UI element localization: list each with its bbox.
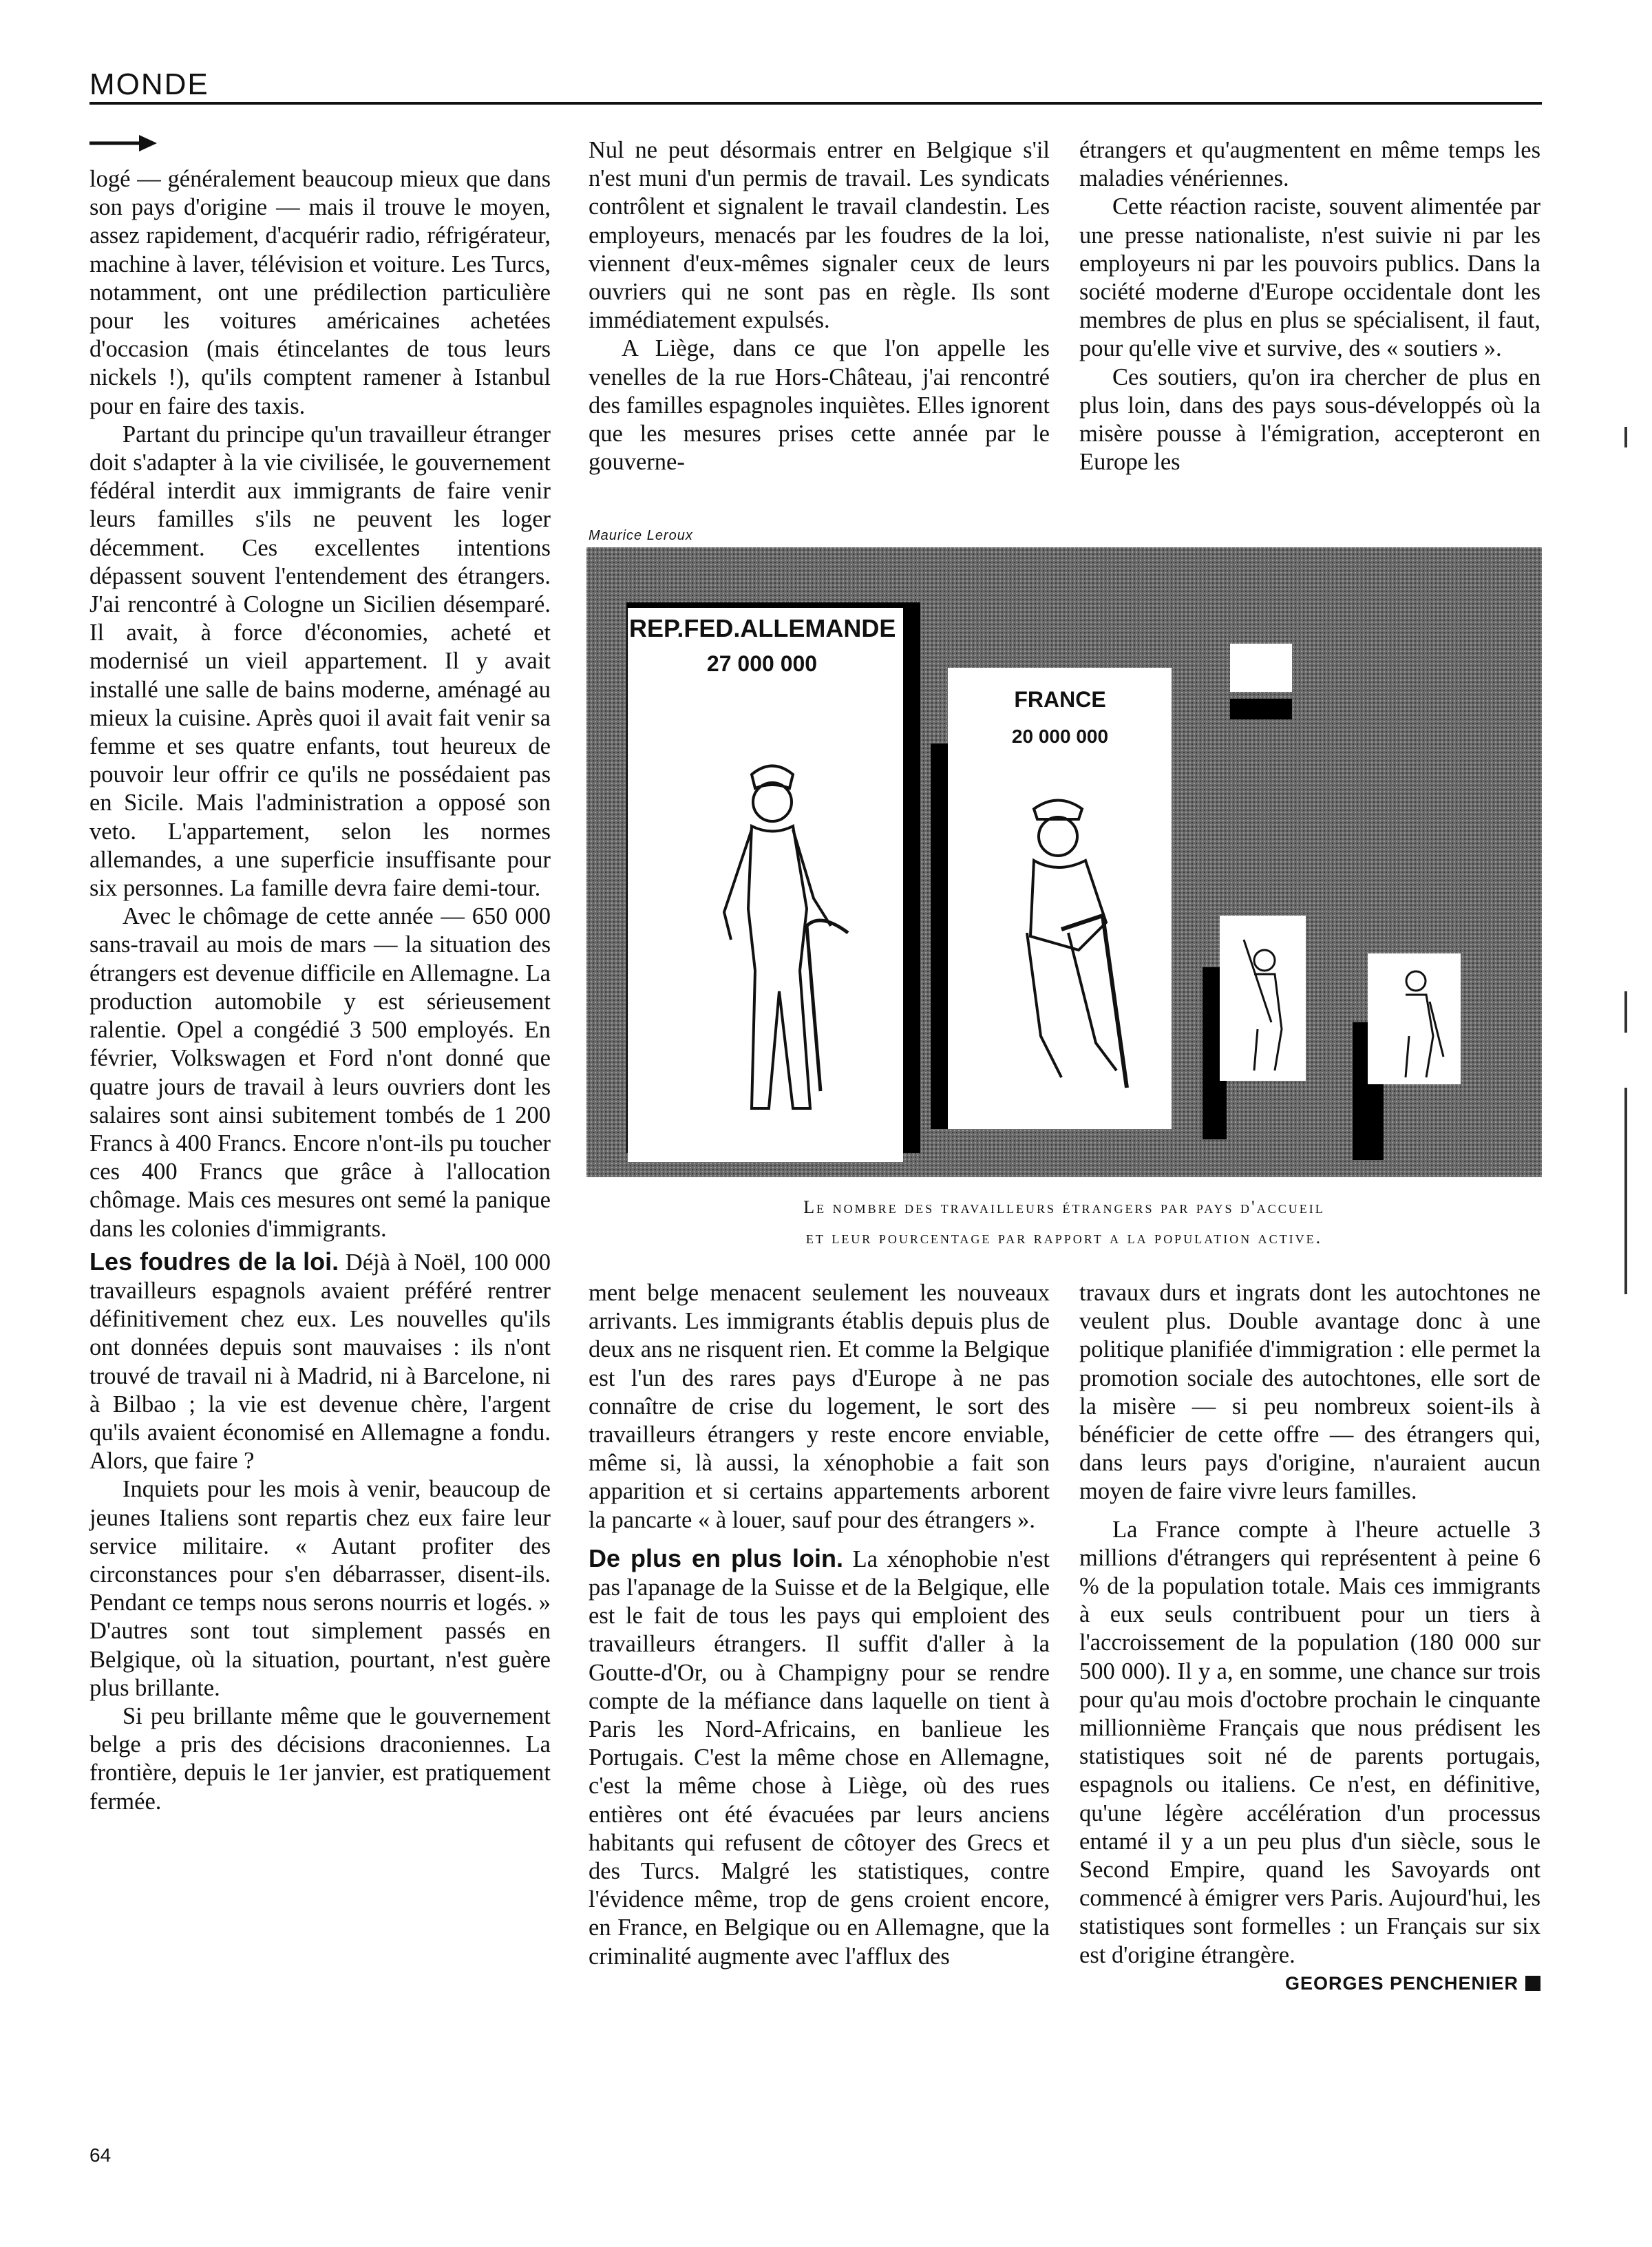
paragraph: ment belge menacent seulement les nouveaux arrivants. Les immigrants établis depuis plus de deux ans ne risquent rien. Et comme la Belgique est l'un des rares pays d'Europe à ne pas connaître de crise du logement, le sort des travailleurs étrangers y reste encore enviable, même si, là aussi, la xénophobie a fait son apparition et si certains appartements arborent la pancarte « à louer, sauf pour des étrangers ». — [589, 1280, 1050, 1533]
paragraph: Nul ne peut désormais entrer en Belgique s'il n'est muni d'un permis de travail. Les syndicats contrôlent et signalent le travail clandestin. Les employeurs, menacés par les foudres de la loi, viennent d'eux-mêmes signaler ceux de leurs ouvriers qui ne sont pas en règle. Ils sont immédiatement expulsés. — [589, 137, 1050, 334]
paragraph: logé — généralement beaucoup mieux que dans son pays d'origine — mais il trouve le moyen, assez rapidement, d'acquérir radio, réfrigérateur, machine à laver, télévision et voiture. Les Turcs, notamment, ont une prédilection particulière pour les voitures américaines achetées d'occasion (mais étincelantes de tous leurs nickels !), qu'ils comptent ramener à Istanbul pour en faire des taxis. — [89, 166, 551, 419]
paragraph: La France compte à l'heure actuelle 3 millions d'étrangers qui représentent à peine 6 % de la population totale. Mais ces immigrants à eux seuls contribuent pour un tiers à l'accroissement de la population (180 000 sur 500 000). Il y a, en somme, une chance sur trois pour qu'au mois d'octobre prochain le cinquante millionnième Français que nous prédisent les statistiques soit né de parents portugais, espagnols ou italiens. Ce n'est, en définitive, qu'une légère accélération d'un processus entamé il y a un peu plus d'un siècle, sous le Second Empire, quand les Savoyards ont commencé à émigrer vers Paris. Aujourd'hui, les statistiques sont formelles : un Français sur six est d'origine étrangère. — [1079, 1516, 1540, 1968]
paragraph: étrangers et qu'augmentent en même temps les maladies vénériennes. — [1079, 137, 1540, 192]
end-mark-icon — [1525, 1976, 1540, 1991]
caption-line: Le nombre des travailleurs étrangers par pays d'accueil — [803, 1197, 1325, 1217]
photo-credit: Maurice Leroux — [589, 528, 693, 543]
scan-margin-mark — [1624, 427, 1627, 447]
subheading: De plus en plus loin. — [589, 1543, 843, 1572]
small-dark-bar-1 — [1230, 699, 1292, 719]
page-number: 64 — [89, 2144, 112, 2166]
small-panel-3 — [1368, 953, 1461, 1084]
france-value: 20 000 000 — [1011, 726, 1109, 747]
scan-margin-mark — [1624, 991, 1627, 1033]
small-panel-1 — [1230, 644, 1292, 692]
article-column-3-bottom — [1079, 1279, 1540, 1998]
germany-label: REP.FED.ALLEMANDE — [629, 614, 896, 642]
author-signature — [1285, 1970, 1540, 1998]
paragraph: Si peu brillante même que le gouvernement belge a pris des décisions draconiennes. La frontière, depuis le 1er janvier, est pratiquement fermée. — [89, 1702, 551, 1815]
paragraph: Partant du principe qu'un travailleur étranger doit s'adapter à la vie civilisée, le gouvernement fédéral interdit aux immigrants de faire venir leurs familles s'ils ne peuvent les loger décemment. Ces excellentes intentions dépassent souvent l'entendement des étrangers. J'ai rencontré à Cologne un Sicilien désemparé. Il avait, à force d'économies, acheté et modernisé un vieil appartement. Il y avait installé une salle de bains moderne, aménagé au mieux la cuisine. Après quoi il avait fait venir sa femme et ses quatre enfants, tout heureux de pouvoir leur offrir ce qu'ils ne possédaient pas en Sicile. Mais l'administration a opposé son veto. L'appartement, selon les normes allemandes, a une superficie insuffisante pour six personnes. La famille devra faire demi-tour. — [89, 421, 551, 902]
france-label: FRANCE — [1014, 687, 1106, 712]
figure-caption — [586, 1192, 1542, 1253]
section-label: MONDE — [89, 67, 209, 101]
germany-panel — [628, 608, 903, 1162]
scan-margin-mark — [1624, 1088, 1627, 1294]
paragraph: Cette réaction raciste, souvent alimentée par une presse nationaliste, n'est suivie ni par les employeurs ni par les pouvoirs publics. Dans la société moderne d'Europe occidentale dont les membres de plus en plus se spécialisent, il faut, pour qu'elle vive et survive, des « soutiers ». — [1079, 193, 1540, 362]
caption-line: et leur pourcentage par rapport a la population active. — [805, 1227, 1323, 1247]
author-name: GEORGES PENCHENIER — [1284, 1972, 1518, 1994]
paragraph: La xénophobie n'est pas l'apanage de la Suisse et de la Belgique, elle est le fait de tous les pays qui emploient des travailleurs étrangers. Il suffit d'aller à la Goutte-d'Or, ou à Champigny pour se rendre compte de la méfiance dans laquelle on tient à Paris les Nord-Africains, en banlieue les Portugais. C'est la même chose en Allemagne, c'est la même chose à Liège, où des rues entières ont été évacuées par leurs anciens habitants qui refusent de côtoyer des Grecs et des Turcs. Malgré les statistiques, contre l'évidence même, trop de gens croient encore, en France, en Belgique ou en Allemagne, que la criminalité augmente avec l'afflux des — [589, 1546, 1050, 1970]
subheading: Les foudres de la loi. — [89, 1247, 339, 1276]
header-rule — [89, 102, 1542, 105]
paragraph: A Liège, dans ce que l'on appelle les venelles de la rue Hors-Château, j'ai rencontré des familles espagnoles inquiètes. Elles ignorent que les mesures prises cette année par le gouverne- — [589, 335, 1050, 476]
continuation-arrow-icon — [89, 129, 158, 157]
germany-value: 27 000 000 — [706, 651, 818, 676]
illustration-foreign-workers — [586, 547, 1542, 1177]
article-column-3-top — [1079, 136, 1540, 476]
paragraph: Ces soutiers, qu'on ira chercher de plus en plus loin, dans des pays sous-développés où la misère pousse à l'émigration, accepteront en Europe les — [1079, 363, 1540, 476]
paragraph: Avec le chômage de cette année — 650 000 sans-travail au mois de mars — la situation des étrangers est devenue difficile en Allemagne. La production automobile y est sérieusement ralentie. Opel a congédié 3 500 employés. En février, Volkswagen et Ford n'ont donné que quatre jours de travail à leurs ouvriers dont les salaires sont ainsi subitement tombés de 1 200 Francs à 400 Francs. Encore n'ont-ils pu toucher ces 400 Francs que grâce à l'allocation chômage. Mais ces mesures ont semé la panique dans les colonies d'immigrants. — [89, 903, 551, 1242]
article-column-2-bottom — [589, 1279, 1050, 1971]
article-column-2-top — [589, 136, 1050, 476]
paragraph: travaux durs et ingrats dont les autochtones ne veulent plus. Double avantage donc à une politique planifiée d'immigration : elle permet la promotion sociale des autochtones, elle sort de la misère — si peu nombreux soient-ils à bénéficier de cette offre — des étrangers qui, dans leurs pays d'origine, n'auraient aucun moyen de faire vivre leurs familles. — [1079, 1280, 1540, 1505]
article-column-1 — [89, 165, 551, 1816]
paragraph: Déjà à Noël, 100 000 travailleurs espagnols avaient préféré rentrer définitivement chez eux. Les nouvelles qu'ils ont données depuis sont mauvaises : ils n'ont trouvé de travail ni à Madrid, ni à Barcelone, ni à Bilbao ; la vie est devenue chère, l'argent qu'ils avaient économisé en Allemagne a fondu. Alors, que faire ? — [89, 1249, 551, 1475]
paragraph: Inquiets pour les mois à venir, beaucoup de jeunes Italiens sont repartis chez eux faire leur service militaire. « Autant profiter des circonstances pour s'en débarrasser, disent-ils. Pendant ce temps nous serons nourris et logés. » D'autres sont tout simplement passés en Belgique, où la situation, pourtant, n'est guère plus brillante. — [89, 1476, 551, 1701]
